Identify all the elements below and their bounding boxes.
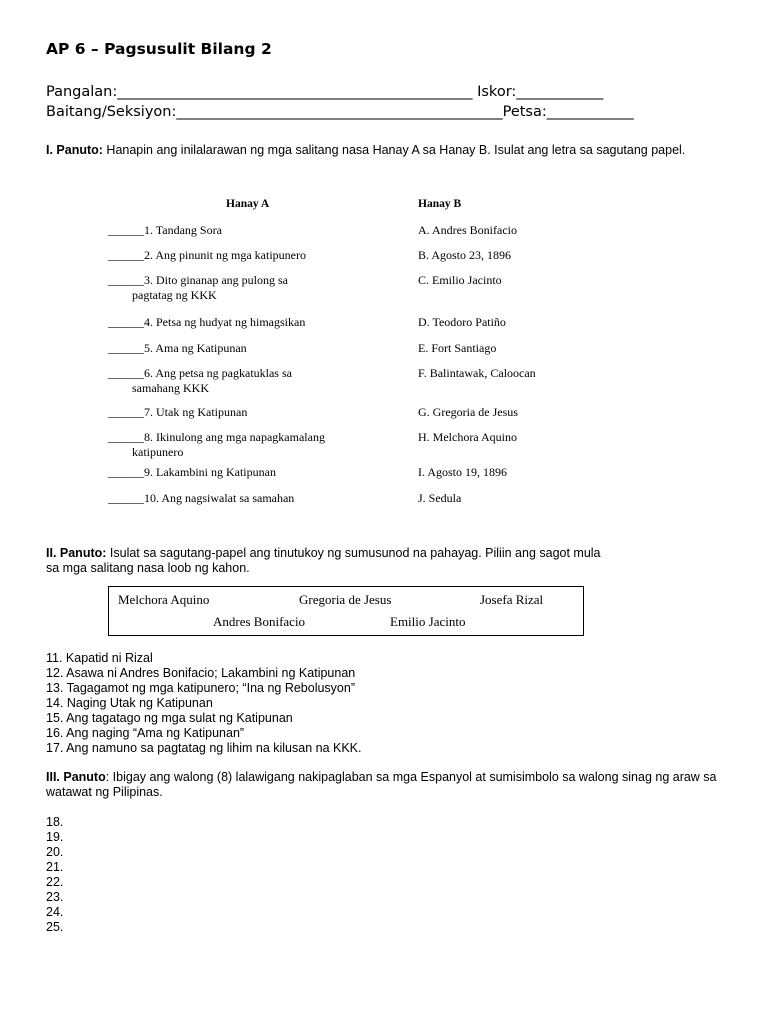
part3-answer-list xyxy=(46,815,63,935)
question-item: 15. Ang tagatago ng mga sulat ng Katipunan xyxy=(46,711,293,725)
hanay-b-item: D. Teodoro Patiño xyxy=(418,315,506,329)
question-item: 12. Asawa ni Andres Bonifacio; Lakambini ng Katipunan xyxy=(46,666,356,680)
hanay-b-item: A. Andres Bonifacio xyxy=(418,223,517,237)
question-item: 14. Naging Utak ng Katipunan xyxy=(46,696,213,710)
question-item: 17. Ang namuno sa pagtatag ng lihim na kilusan na KKK. xyxy=(46,741,362,755)
part3-text: : Ibigay ang walong (8) lalawigang nakipaglaban sa mga Espanyol at sumisimbolo sa walong sinag ng araw sa watawat ng Pilipinas. xyxy=(46,770,717,799)
hanay-b-item: H. Melchora Aquino xyxy=(418,430,517,444)
answer-number: 22. xyxy=(46,875,64,889)
answer-number: 20. xyxy=(46,845,64,859)
word-box xyxy=(108,586,584,636)
hanay-b-item: F. Balintawak, Caloocan xyxy=(418,366,536,380)
word-box-item: Josefa Rizal xyxy=(480,592,544,607)
hanay-b-item: E. Fort Santiago xyxy=(418,341,497,355)
part2-question-list xyxy=(46,651,362,756)
word-box-item: Melchora Aquino xyxy=(118,592,210,607)
part1-label: I. Panuto: xyxy=(46,143,103,157)
hanay-a-item: ______8. Ikinulong ang mga napagkamalang katipunero xyxy=(108,430,325,459)
page-title: AP 6 – Pagsusulit Bilang 2 xyxy=(46,40,272,58)
hanay-a-item: ______4. Petsa ng hudyat ng himagsikan xyxy=(108,315,306,329)
hanay-b-item: C. Emilio Jacinto xyxy=(418,273,502,287)
word-box-item: Gregoria de Jesus xyxy=(299,592,392,607)
hanay-a-item: ______5. Ama ng Katipunan xyxy=(108,341,247,355)
hanay-a-item: ______3. Dito ginanap ang pulong sa pagtatag ng KKK xyxy=(108,273,288,302)
hanay-b-item: I. Agosto 19, 1896 xyxy=(418,465,508,479)
question-item: 13. Tagagamot ng mga katipunero; “Ina ng Rebolusyon” xyxy=(46,681,355,695)
answer-number: 25. xyxy=(46,920,64,934)
answer-number: 19. xyxy=(46,830,64,844)
hanay-b-item: B. Agosto 23, 1896 xyxy=(418,248,512,262)
answer-number: 21. xyxy=(46,860,64,874)
hanay-b-item: J. Sedula xyxy=(418,491,462,505)
hanay-a-item: ______6. Ang petsa ng pagkatuklas sa samahang KKK xyxy=(108,366,292,395)
name-score-line: Pangalan:_________________________________________________ Iskor:____________ xyxy=(46,84,604,100)
hanay-a-header: Hanay A xyxy=(226,198,270,210)
part2-instructions xyxy=(46,546,606,576)
answer-number: 24. xyxy=(46,905,64,919)
hanay-b-item: G. Gregoria de Jesus xyxy=(418,405,518,419)
hanay-a-item: ______9. Lakambini ng Katipunan xyxy=(108,465,276,479)
word-box-item: Emilio Jacinto xyxy=(390,614,466,629)
part1-instructions xyxy=(46,143,726,158)
hanay-a-item: ______7. Utak ng Katipunan xyxy=(108,405,248,419)
hanay-a-item: ______2. Ang pinunit ng mga katipunero xyxy=(108,248,306,262)
part2-text: Isulat sa sagutang-papel ang tinutukoy ng sumusunod na pahayag. Piliin ang sagot mula sa mga salitang nasa loob ng kahon. xyxy=(46,546,601,575)
part3-label: III. Panuto xyxy=(46,770,106,784)
hanay-a-item: ______1. Tandang Sora xyxy=(108,223,222,237)
answer-number: 18. xyxy=(46,815,64,829)
answer-number: 23. xyxy=(46,890,64,904)
section-date-line: Baitang/Seksiyon:_____________________________________________Petsa:____________ xyxy=(46,104,634,120)
part2-label: II. Panuto: xyxy=(46,546,107,560)
part3-instructions xyxy=(46,770,726,800)
hanay-a-item: ______10. Ang nagsiwalat sa samahan xyxy=(108,491,295,505)
word-box-item: Andres Bonifacio xyxy=(213,614,306,629)
question-item: 11. Kapatid ni Rizal xyxy=(46,651,153,665)
question-item: 16. Ang naging “Ama ng Katipunan” xyxy=(46,726,245,740)
hanay-b-header: Hanay B xyxy=(418,198,462,210)
part1-text: Hanapin ang inilalarawan ng mga salitang nasa Hanay A sa Hanay B. Isulat ang letra sa sagutang papel. xyxy=(102,143,686,157)
